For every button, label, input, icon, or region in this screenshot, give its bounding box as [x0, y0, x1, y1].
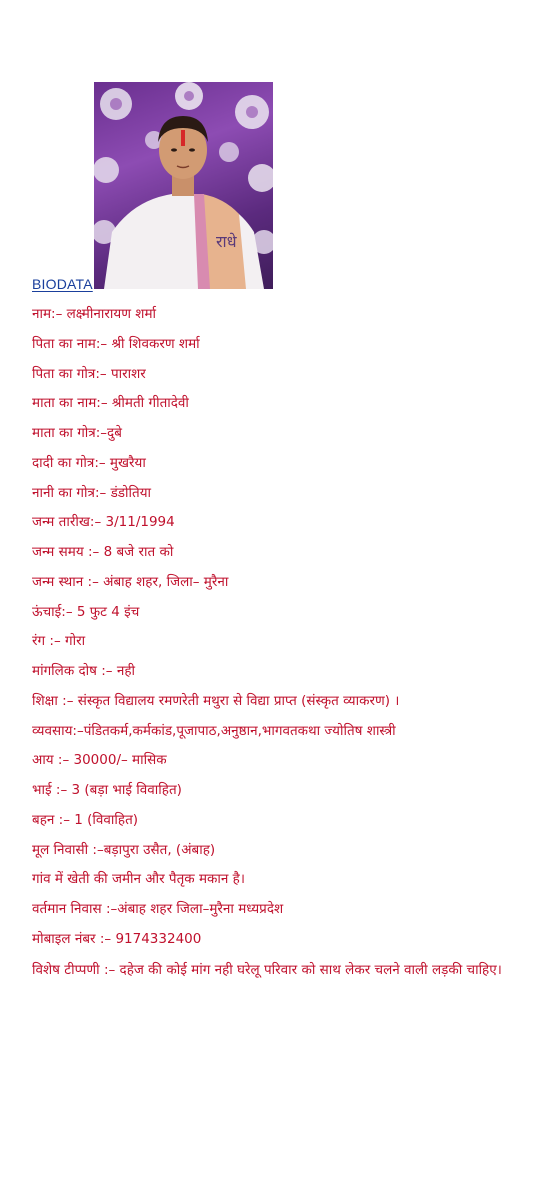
detail-education: शिक्षा :– संस्कृत विद्यालय रमणरेती मथुरा से विद्या प्राप्त (संस्कृत व्याकरण) ।: [32, 692, 400, 709]
detail-mother-name: माता का नाम:– श्रीमती गीतादेवी: [32, 395, 189, 412]
detail-mother-gotra: माता का गोत्र:–दुबे: [32, 425, 122, 441]
detail-native-place: मूल निवासी :–बड़ापुरा उसैत, (अंबाह): [32, 841, 216, 858]
detail-father-gotra: पिता का गोत्र:– पाराशर: [32, 365, 146, 382]
detail-property: गांव में खेती की जमीन और पैतृक मकान है।: [32, 871, 245, 888]
detail-height: ऊंचाई:– 5 फुट 4 इंच: [32, 603, 140, 620]
detail-birth-time: जन्म समय :– 8 बजे रात को: [32, 544, 174, 560]
detail-current-residence: वर्तमान निवास :–अंबाह शहर जिला–मुरैना मध्यप्रदेश: [32, 901, 284, 917]
detail-complexion: रंग :– गोरा: [32, 633, 86, 650]
detail-mobile-number: मोबाइल नंबर :– 9174332400: [32, 930, 202, 947]
detail-grandmother-gotra: दादी का गोत्र:– मुखरैया: [32, 454, 146, 471]
svg-text:राधे: राधे: [216, 232, 237, 251]
detail-brothers: भाई :– 3 (बड़ा भाई विवाहित): [32, 782, 182, 798]
detail-sisters: बहन :– 1 (विवाहित): [32, 811, 139, 828]
detail-father-name: पिता का नाम:– श्री शिवकरण शर्मा: [32, 335, 200, 352]
detail-birth-place: जन्म स्थान :– अंबाह शहर, जिला– मुरैना: [32, 573, 229, 590]
profile-photo: [94, 82, 273, 289]
detail-maternal-grandmother-gotra: नानी का गोत्र:– डंडोतिया: [32, 484, 152, 501]
biodata-details: [32, 303, 522, 982]
detail-name: नाम:– लक्ष्मीनारायण शर्मा: [32, 306, 157, 322]
detail-occupation: व्यवसाय:–पंडितकर्म,कर्मकांड,पूजापाठ,अनुष्ठान,भागवतकथा ज्योतिष शास्त्री: [32, 722, 396, 739]
biodata-title: BIODATA: [32, 276, 93, 292]
profile-photo-illustration: [94, 82, 273, 289]
detail-special-note: विशेष टीप्पणी :– दहेज की कोई मांग नही घरेलू परिवार को साथ लेकर चलने वाली लड़की चाहिए।: [32, 961, 502, 978]
detail-birth-date: जन्म तारीख:– 3/11/1994: [32, 514, 175, 531]
detail-manglik: मांगलिक दोष :– नही: [32, 663, 135, 679]
detail-income: आय :– 30000/– मासिक: [32, 752, 167, 769]
